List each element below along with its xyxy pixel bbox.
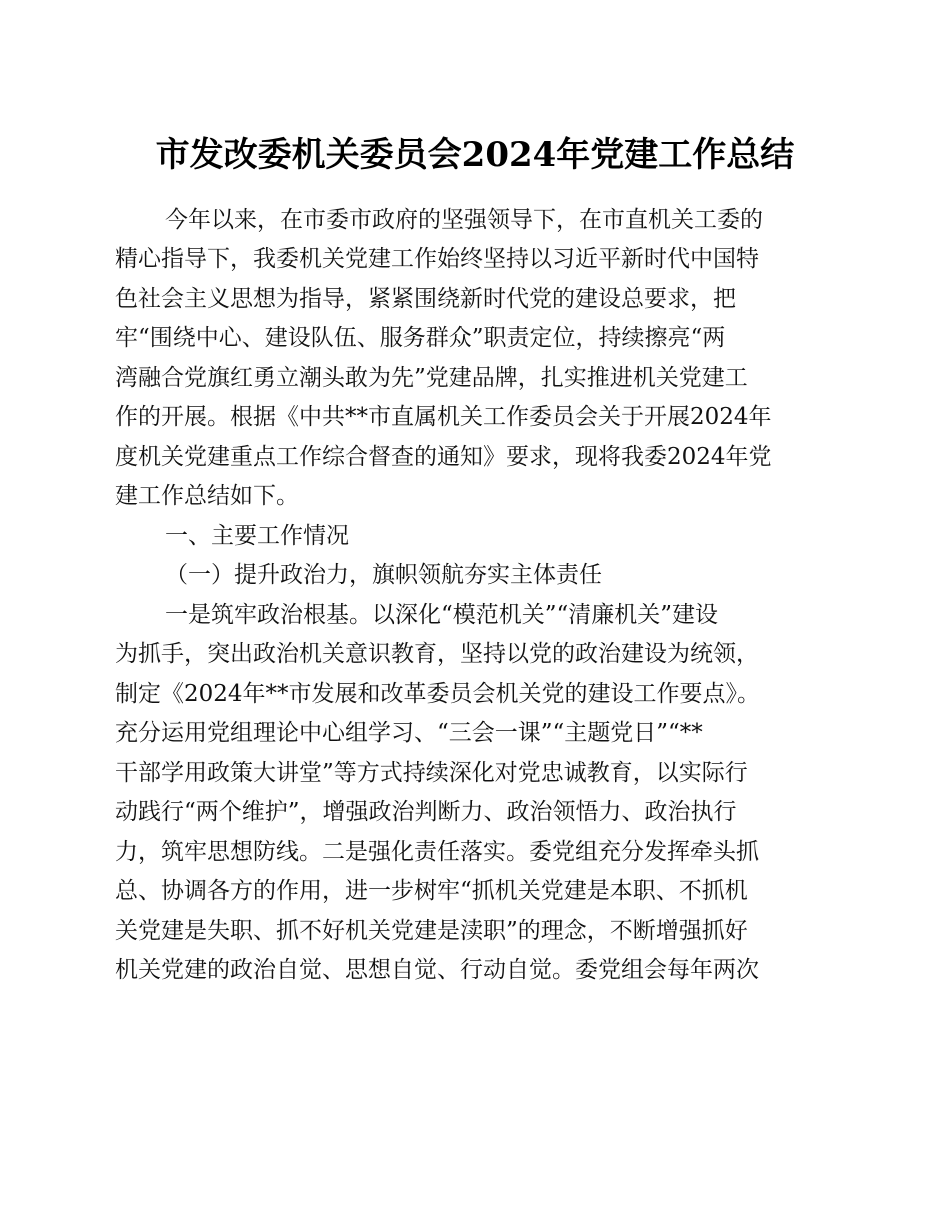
paragraph-line: 湾融合党旗红勇立潮头敢为先”党建品牌，扎实推进机关党建工 (115, 365, 748, 391)
paragraph-line: 为抓手，突出政治机关意识教育，坚持以党的政治建设为统领， (115, 641, 759, 667)
paragraph-line: 干部学用政策大讲堂”等方式持续深化对党忠诚教育，以实际行 (115, 760, 748, 786)
section-heading: 一、主要工作情况 (165, 523, 349, 549)
paragraph-line: 色社会主义思想为指导，紧紧围绕新时代党的建设总要求，把 (115, 286, 736, 312)
paragraph-line: 作的开展。根据《中共**市直属机关工作委员会关于开展2024年 (115, 404, 772, 430)
paragraph-line: 制定《2024年**市发展和改革委员会机关党的建设工作要点》。 (115, 681, 761, 707)
document-title: 市发改委机关委员会2024年党建工作总结 (155, 135, 795, 175)
paragraph-line: 充分运用党组理论中心组学习、“三会一课”“主题党日”“** (115, 720, 703, 746)
paragraph-line: 总、协调各方的作用，进一步树牢“抓机关党建是本职、不抓机 (115, 878, 748, 904)
paragraph-line: 今年以来，在市委市政府的坚强领导下，在市直机关工委的 (165, 207, 763, 233)
paragraph-line: 力，筑牢思想防线。二是强化责任落实。委党组充分发挥牵头抓 (115, 839, 759, 865)
paragraph-line: 精心指导下，我委机关党建工作始终坚持以习近平新时代中国特 (115, 246, 759, 272)
paragraph-line: 度机关党建重点工作综合督查的通知》要求，现将我委2024年党 (115, 444, 772, 470)
paragraph-line: 牢“围绕中心、建设队伍、服务群众”职责定位，持续擦亮“两 (115, 325, 726, 351)
subsection-heading: （一）提升政治力，旗帜领航夯实主体责任 (165, 562, 602, 588)
paragraph-line: 一是筑牢政治根基。以深化“模范机关”“清廉机关”建设 (165, 602, 719, 628)
paragraph-line: 关党建是失职、抓不好机关党建是渎职”的理念，不断增强抓好 (115, 918, 748, 944)
paragraph-line: 动践行“两个维护”，增强政治判断力、政治领悟力、政治执行 (115, 799, 737, 825)
paragraph-line: 机关党建的政治自觉、思想自觉、行动自觉。委党组会每年两次 (115, 957, 759, 983)
paragraph-line: 建工作总结如下。 (115, 483, 299, 509)
